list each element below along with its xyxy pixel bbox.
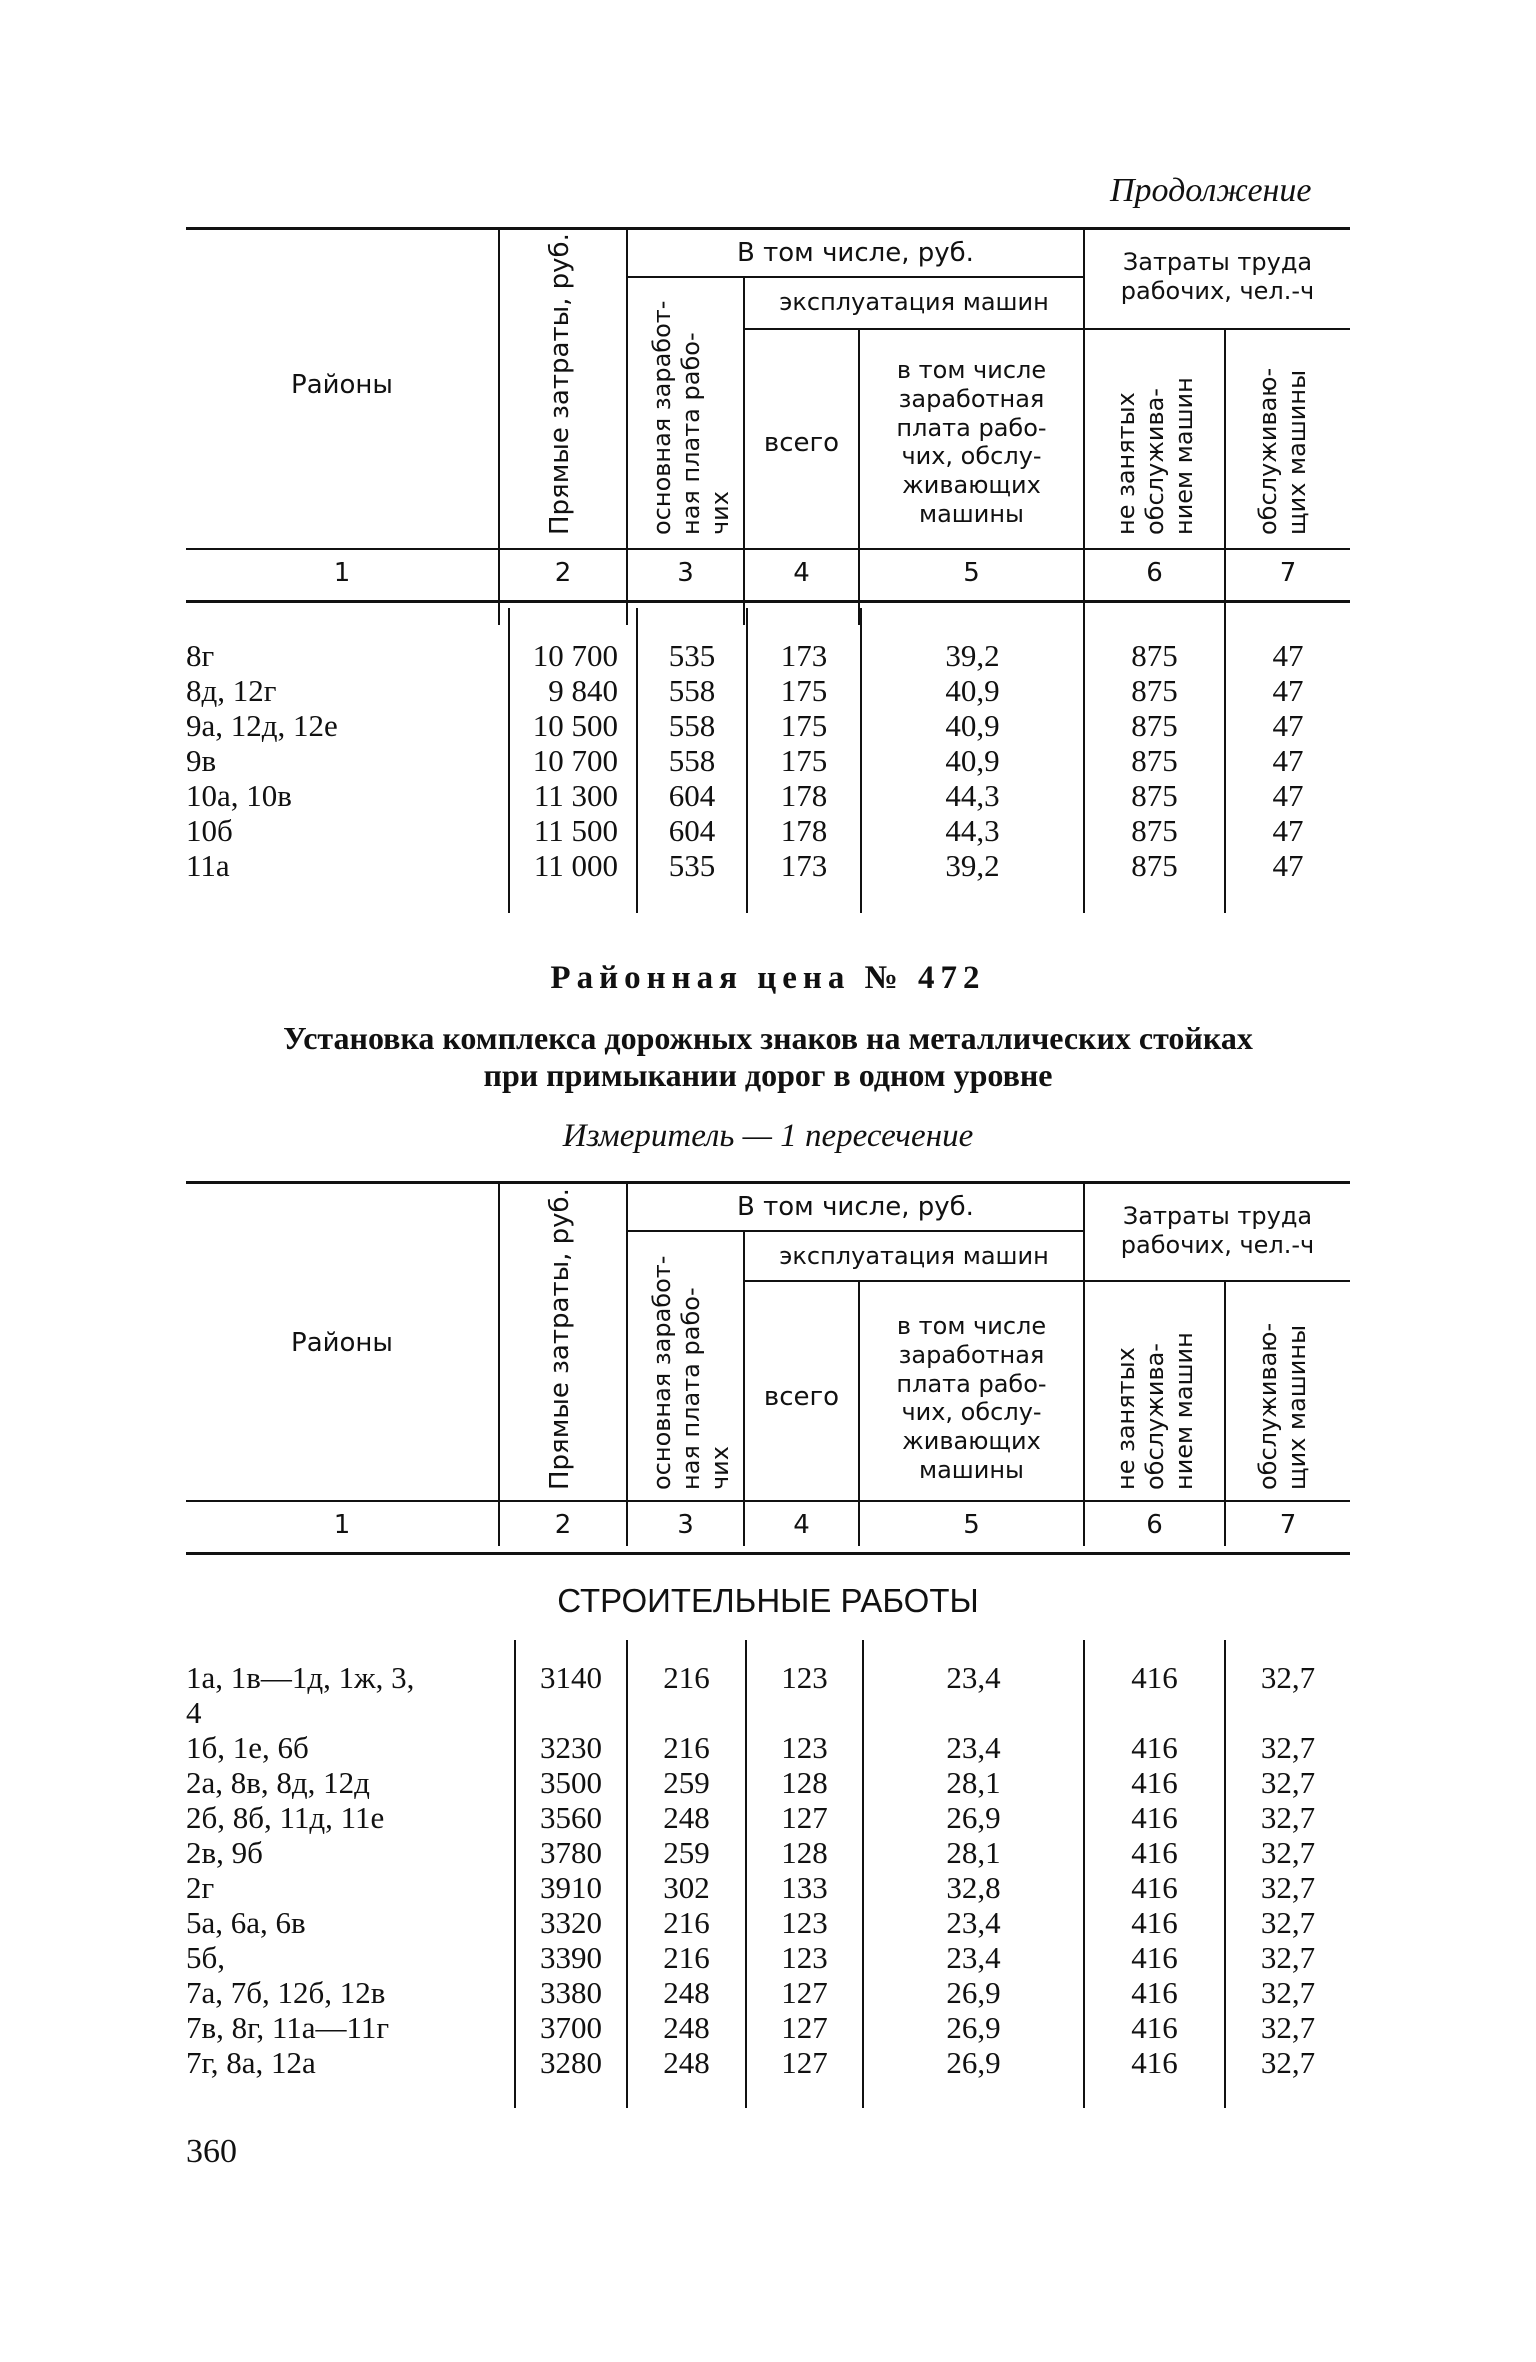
labor-costs-header: Затраты труда рабочих, чел.-ч bbox=[1120, 1202, 1315, 1259]
continued-label: Продолжение bbox=[1110, 172, 1312, 209]
direct-costs-header: Прямые затраты, руб. bbox=[545, 233, 575, 535]
table-cell: 2г bbox=[186, 1870, 215, 1905]
table-cell: 3390 bbox=[540, 1940, 602, 1975]
table-cell: 127 bbox=[781, 1975, 828, 2010]
labor-costs-header: Затраты труда рабочих, чел.-ч bbox=[1120, 248, 1315, 305]
table-cell: 47 bbox=[1272, 778, 1304, 813]
table-cell: 11 300 bbox=[533, 778, 618, 813]
table-cell: 3500 bbox=[540, 1765, 602, 1800]
table-cell: 3910 bbox=[540, 1870, 602, 1905]
table1-machine-labor bbox=[1226, 638, 1350, 883]
col-number: 5 bbox=[963, 558, 980, 588]
table-cell: 178 bbox=[780, 778, 828, 813]
table-cell: 9в bbox=[186, 743, 217, 778]
table-cell: 416 bbox=[1131, 2045, 1178, 2080]
table-cell: 416 bbox=[1131, 1800, 1178, 1835]
table-cell: 3560 bbox=[540, 1800, 602, 1835]
table-cell: 32,7 bbox=[1260, 1835, 1316, 1870]
col-number: 4 bbox=[793, 558, 810, 588]
table-cell: 23,4 bbox=[946, 1730, 1001, 1765]
table-cell: 23,4 bbox=[946, 1905, 1001, 1940]
table-cell: 604 bbox=[668, 813, 716, 848]
table-cell: 40,9 bbox=[945, 673, 1000, 708]
price-heading: Районная цена № 472 bbox=[550, 960, 986, 996]
table-cell bbox=[747, 1695, 862, 1730]
table-cell: 216 bbox=[663, 1940, 710, 1975]
table-cell: 47 bbox=[1272, 638, 1304, 673]
table-cell: 248 bbox=[663, 2010, 710, 2045]
table-cell: 875 bbox=[1131, 673, 1178, 708]
table-cell: 416 bbox=[1131, 1730, 1178, 1765]
table-cell: 416 bbox=[1131, 1870, 1178, 1905]
table-cell: 216 bbox=[663, 1905, 710, 1940]
table-cell: 416 bbox=[1131, 1905, 1178, 1940]
page-number: 360 bbox=[186, 2133, 237, 2170]
table2-labor bbox=[1085, 1660, 1224, 2080]
table-cell: 875 bbox=[1131, 813, 1178, 848]
table-cell: 7в, 8г, 11а—11г bbox=[186, 2010, 390, 2045]
table-cell: 47 bbox=[1272, 708, 1304, 743]
table-cell: 26,9 bbox=[946, 1800, 1001, 1835]
table-cell: 23,4 bbox=[946, 1940, 1001, 1975]
table-cell: 558 bbox=[668, 673, 716, 708]
total-header: всего bbox=[763, 428, 840, 458]
table-cell: 10а, 10в bbox=[186, 778, 292, 813]
table1-direct-costs bbox=[510, 638, 618, 883]
table-cell: 416 bbox=[1131, 1975, 1178, 2010]
table-cell: 10 700 bbox=[532, 638, 618, 673]
table-cell: 32,7 bbox=[1260, 1730, 1316, 1765]
table-cell bbox=[1226, 1695, 1350, 1730]
table-cell: 535 bbox=[668, 638, 716, 673]
table2-machine-total bbox=[747, 1660, 862, 2080]
table2-machine-labor bbox=[1226, 1660, 1350, 2080]
not-machine-header: не занятых обслужива- нием машин bbox=[1112, 1332, 1198, 1490]
table-cell: 416 bbox=[1131, 1765, 1178, 1800]
col-number: 1 bbox=[333, 1510, 351, 1540]
table-cell: 39,2 bbox=[945, 848, 1000, 883]
table-cell: 127 bbox=[781, 1800, 828, 1835]
table-cell: 47 bbox=[1272, 813, 1304, 848]
table-cell: 47 bbox=[1272, 848, 1304, 883]
table-cell: 175 bbox=[780, 708, 828, 743]
table-cell bbox=[516, 1695, 626, 1730]
machine-operation-header: эксплуатация машин bbox=[779, 1242, 1049, 1270]
table-cell: 11а bbox=[186, 848, 230, 883]
table-cell: 11 500 bbox=[533, 813, 618, 848]
table-cell: 875 bbox=[1131, 848, 1178, 883]
including-header: В том числе, руб. bbox=[737, 1192, 974, 1222]
regions-header: Районы bbox=[291, 370, 393, 400]
table-cell: 259 bbox=[663, 1835, 710, 1870]
document-title-line1: Установка комплекса дорожных знаков на металлических стойках bbox=[283, 1020, 1253, 1056]
table1-base-wage bbox=[638, 638, 746, 883]
table-cell: 32,7 bbox=[1260, 1660, 1316, 1695]
table-cell: 26,9 bbox=[946, 2045, 1001, 2080]
table1-labor bbox=[1085, 638, 1224, 883]
table-cell: 416 bbox=[1131, 2010, 1178, 2045]
table-cell: 28,1 bbox=[946, 1765, 1001, 1800]
table-cell: 127 bbox=[781, 2010, 828, 2045]
table-cell: 26,9 bbox=[946, 1975, 1001, 2010]
direct-costs-header: Прямые затраты, руб. bbox=[545, 1188, 575, 1490]
table-cell: 2в, 9б bbox=[186, 1835, 263, 1870]
table-cell: 32,7 bbox=[1260, 2045, 1316, 2080]
table-cell: 127 bbox=[781, 2045, 828, 2080]
table-cell: 8д, 12г bbox=[186, 673, 277, 708]
section-label: СТРОИТЕЛЬНЫЕ РАБОТЫ bbox=[557, 1582, 979, 1619]
table-cell bbox=[1085, 1695, 1224, 1730]
table-cell: 9 840 bbox=[548, 673, 618, 708]
table-cell: 175 bbox=[780, 743, 828, 778]
table-cell: 259 bbox=[663, 1765, 710, 1800]
table-cell: 32,7 bbox=[1260, 1940, 1316, 1975]
col-number: 3 bbox=[677, 1510, 694, 1540]
document-title-line2: при примыкании дорог в одном уровне bbox=[483, 1057, 1053, 1093]
table-cell: 875 bbox=[1131, 778, 1178, 813]
table-cell: 248 bbox=[663, 1975, 710, 2010]
table-cell: 123 bbox=[781, 1905, 828, 1940]
table-cell: 123 bbox=[781, 1940, 828, 1975]
table-cell: 10б bbox=[186, 813, 233, 848]
table-cell: 875 bbox=[1131, 708, 1178, 743]
table-cell: 9а, 12д, 12е bbox=[186, 708, 338, 743]
table-cell: 32,7 bbox=[1260, 1870, 1316, 1905]
table1-machine-total bbox=[748, 638, 860, 883]
table-cell: 875 bbox=[1131, 638, 1178, 673]
table-cell: 558 bbox=[668, 743, 716, 778]
table2-machine-wage bbox=[864, 1660, 1083, 2080]
table2-regions bbox=[186, 1660, 512, 2080]
table-cell: 128 bbox=[781, 1835, 828, 1870]
col-number: 3 bbox=[677, 558, 694, 588]
table-cell: 604 bbox=[668, 778, 716, 813]
table-cell: 7а, 7б, 12б, 12в bbox=[186, 1975, 386, 2010]
table-cell: 3280 bbox=[540, 2045, 602, 2080]
machine-wage-header: в том числе заработная плата рабо- чих, обслу- живающих машины bbox=[896, 356, 1047, 528]
table-cell: 248 bbox=[663, 1800, 710, 1835]
machine-serving-header: обслуживаю- щих машины bbox=[1254, 1322, 1311, 1490]
table-cell: 28,1 bbox=[946, 1835, 1001, 1870]
measure-unit: Измеритель — 1 пересечение bbox=[562, 1118, 974, 1154]
table-cell: 416 bbox=[1131, 1940, 1178, 1975]
table-cell: 32,7 bbox=[1260, 1905, 1316, 1940]
col-number: 6 bbox=[1146, 558, 1163, 588]
table-cell: 23,4 bbox=[946, 1660, 1001, 1695]
table-cell: 875 bbox=[1131, 743, 1178, 778]
table-cell: 44,3 bbox=[945, 778, 1000, 813]
table-cell: 123 bbox=[781, 1660, 828, 1695]
table2-direct-costs bbox=[516, 1660, 626, 2080]
table-cell: 10 500 bbox=[532, 708, 618, 743]
table-cell: 32,7 bbox=[1260, 1975, 1316, 2010]
total-header: всего bbox=[763, 1382, 840, 1412]
table-cell: 3700 bbox=[540, 2010, 602, 2045]
table-cell: 123 bbox=[781, 1730, 828, 1765]
table-cell: 47 bbox=[1272, 743, 1304, 778]
table-cell: 40,9 bbox=[945, 708, 1000, 743]
table2-base-wage bbox=[628, 1660, 745, 2080]
table-cell: 1а, 1в—1д, 1ж, 3, bbox=[186, 1660, 415, 1695]
not-machine-header: не занятых обслужива- нием машин bbox=[1112, 377, 1198, 535]
table-cell: 11 000 bbox=[533, 848, 618, 883]
col-number: 5 bbox=[963, 1510, 980, 1540]
table-cell: 2б, 8б, 11д, 11е bbox=[186, 1800, 385, 1835]
table-cell: 3380 bbox=[540, 1975, 602, 2010]
table-cell: 535 bbox=[668, 848, 716, 883]
col-number: 4 bbox=[793, 1510, 810, 1540]
table-cell: 173 bbox=[780, 848, 828, 883]
table-cell: 10 700 bbox=[532, 743, 618, 778]
table1-machine-wage bbox=[862, 638, 1083, 883]
table-cell: 302 bbox=[663, 1870, 710, 1905]
table-cell: 5а, 6а, 6в bbox=[186, 1905, 306, 1940]
table-cell: 32,7 bbox=[1260, 1800, 1316, 1835]
table-cell: 128 bbox=[781, 1765, 828, 1800]
table-cell: 2а, 8в, 8д, 12д bbox=[186, 1765, 370, 1800]
table-cell bbox=[628, 1695, 745, 1730]
table-cell: 5б, bbox=[186, 1940, 226, 1975]
table-cell: 47 bbox=[1272, 673, 1304, 708]
machine-wage-header: в том числе заработная плата рабо- чих, обслу- живающих машины bbox=[896, 1312, 1047, 1484]
table-cell: 32,7 bbox=[1260, 1765, 1316, 1800]
table-cell: 8г bbox=[186, 638, 215, 673]
base-wage-header: основная заработ- ная плата рабо- чих bbox=[648, 300, 734, 535]
table-cell: 558 bbox=[668, 708, 716, 743]
col-number: 1 bbox=[333, 558, 351, 588]
table-cell: 40,9 bbox=[945, 743, 1000, 778]
including-header: В том числе, руб. bbox=[737, 238, 974, 268]
table-cell: 173 bbox=[780, 638, 828, 673]
table-cell: 416 bbox=[1131, 1660, 1178, 1695]
table-cell: 44,3 bbox=[945, 813, 1000, 848]
col-number: 7 bbox=[1279, 1510, 1297, 1540]
machine-operation-header: эксплуатация машин bbox=[779, 288, 1049, 316]
col-number: 7 bbox=[1279, 558, 1297, 588]
table-cell: 416 bbox=[1131, 1835, 1178, 1870]
table-cell: 175 bbox=[780, 673, 828, 708]
table-cell: 3230 bbox=[540, 1730, 602, 1765]
base-wage-header: основная заработ- ная плата рабо- чих bbox=[648, 1255, 734, 1490]
col-number: 6 bbox=[1146, 1510, 1163, 1540]
table-cell: 3140 bbox=[540, 1660, 602, 1695]
table-cell: 7г, 8а, 12а bbox=[186, 2045, 316, 2080]
table-cell: 32,8 bbox=[946, 1870, 1001, 1905]
table-cell: 1б, 1е, 6б bbox=[186, 1730, 309, 1765]
regions-header: Районы bbox=[291, 1328, 393, 1358]
table-cell: 26,9 bbox=[946, 2010, 1001, 2045]
table-cell: 32,7 bbox=[1260, 2010, 1316, 2045]
table-cell: 133 bbox=[781, 1870, 828, 1905]
table-cell: 4 bbox=[186, 1695, 202, 1730]
table-cell: 216 bbox=[663, 1660, 710, 1695]
machine-serving-header: обслуживаю- щих машины bbox=[1254, 367, 1311, 535]
table-cell bbox=[864, 1695, 1083, 1730]
col-number: 2 bbox=[554, 558, 572, 588]
table1-regions bbox=[186, 638, 506, 883]
table-cell: 248 bbox=[663, 2045, 710, 2080]
col-number: 2 bbox=[554, 1510, 572, 1540]
table-cell: 216 bbox=[663, 1730, 710, 1765]
table-cell: 178 bbox=[780, 813, 828, 848]
table-cell: 3320 bbox=[540, 1905, 602, 1940]
table-cell: 39,2 bbox=[945, 638, 1000, 673]
table-cell: 3780 bbox=[540, 1835, 602, 1870]
